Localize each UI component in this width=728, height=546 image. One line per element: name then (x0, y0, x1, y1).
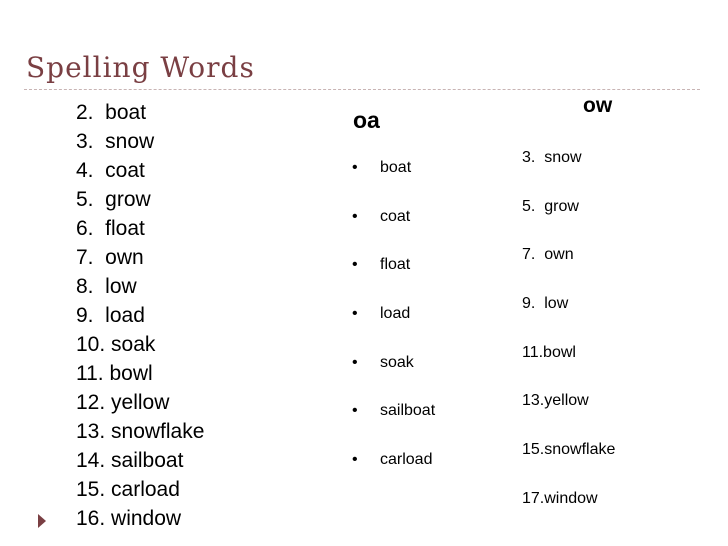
spelling-list (76, 98, 204, 533)
bullet-icon: • (352, 402, 358, 420)
ow-word: 3. snow (522, 149, 582, 166)
spelling-word: 16. window (76, 507, 182, 530)
oa-word: soak (380, 353, 414, 371)
oa-word: load (380, 305, 411, 323)
oa-word: sailboat (380, 402, 436, 420)
slide-title: Spelling Words (26, 51, 255, 84)
ow-word: 13.yellow (522, 392, 589, 410)
ow-word: 15.snowflake (522, 441, 616, 459)
ow-heading: ow (583, 94, 613, 117)
spelling-word: 4. coat (76, 159, 145, 182)
spelling-word: 7. own (76, 246, 144, 269)
bullet-icon: • (352, 451, 358, 469)
spelling-word: 2. boat (76, 101, 147, 124)
spelling-word: 6. float (76, 217, 145, 240)
oa-word: boat (380, 159, 412, 176)
spelling-word: 9. load (76, 304, 145, 327)
spelling-word: 5. grow (76, 188, 151, 211)
bullet-icon: • (352, 256, 358, 274)
spelling-word: 15. carload (76, 478, 180, 501)
oa-list-item (352, 153, 435, 202)
oa-list-item (352, 445, 435, 494)
oa-word: coat (380, 207, 411, 225)
oa-word: carload (380, 451, 433, 469)
oa-list-item (352, 250, 435, 299)
oa-word: float (380, 256, 411, 274)
oa-word-list (352, 153, 435, 494)
arrow-bullet-icon (38, 514, 46, 528)
spelling-word: 11. bowl (76, 362, 153, 385)
bullet-icon: • (352, 305, 358, 323)
ow-word: 11.bowl (522, 343, 576, 361)
spelling-word: 10. soak (76, 333, 156, 356)
ow-word: 17.window (522, 489, 598, 507)
title-divider (24, 89, 700, 90)
spelling-word: 13. snowflake (76, 420, 205, 443)
spelling-word: 3. snow (76, 130, 155, 153)
bullet-icon: • (352, 353, 358, 371)
spelling-word: 14. sailboat (76, 449, 184, 472)
oa-heading: oa (353, 107, 380, 133)
spelling-word: 12. yellow (76, 391, 170, 414)
spelling-word: 8. low (76, 275, 137, 298)
bullet-icon: • (352, 159, 358, 176)
oa-list-item (352, 202, 435, 251)
ow-word-list (522, 144, 615, 534)
oa-list-item (352, 348, 435, 397)
oa-list-item (352, 396, 435, 445)
ow-word: 9. low (522, 295, 569, 313)
ow-word: 5. grow (522, 197, 579, 215)
bullet-icon: • (352, 207, 358, 225)
ow-word: 7. own (522, 246, 574, 264)
oa-list-item (352, 299, 435, 348)
